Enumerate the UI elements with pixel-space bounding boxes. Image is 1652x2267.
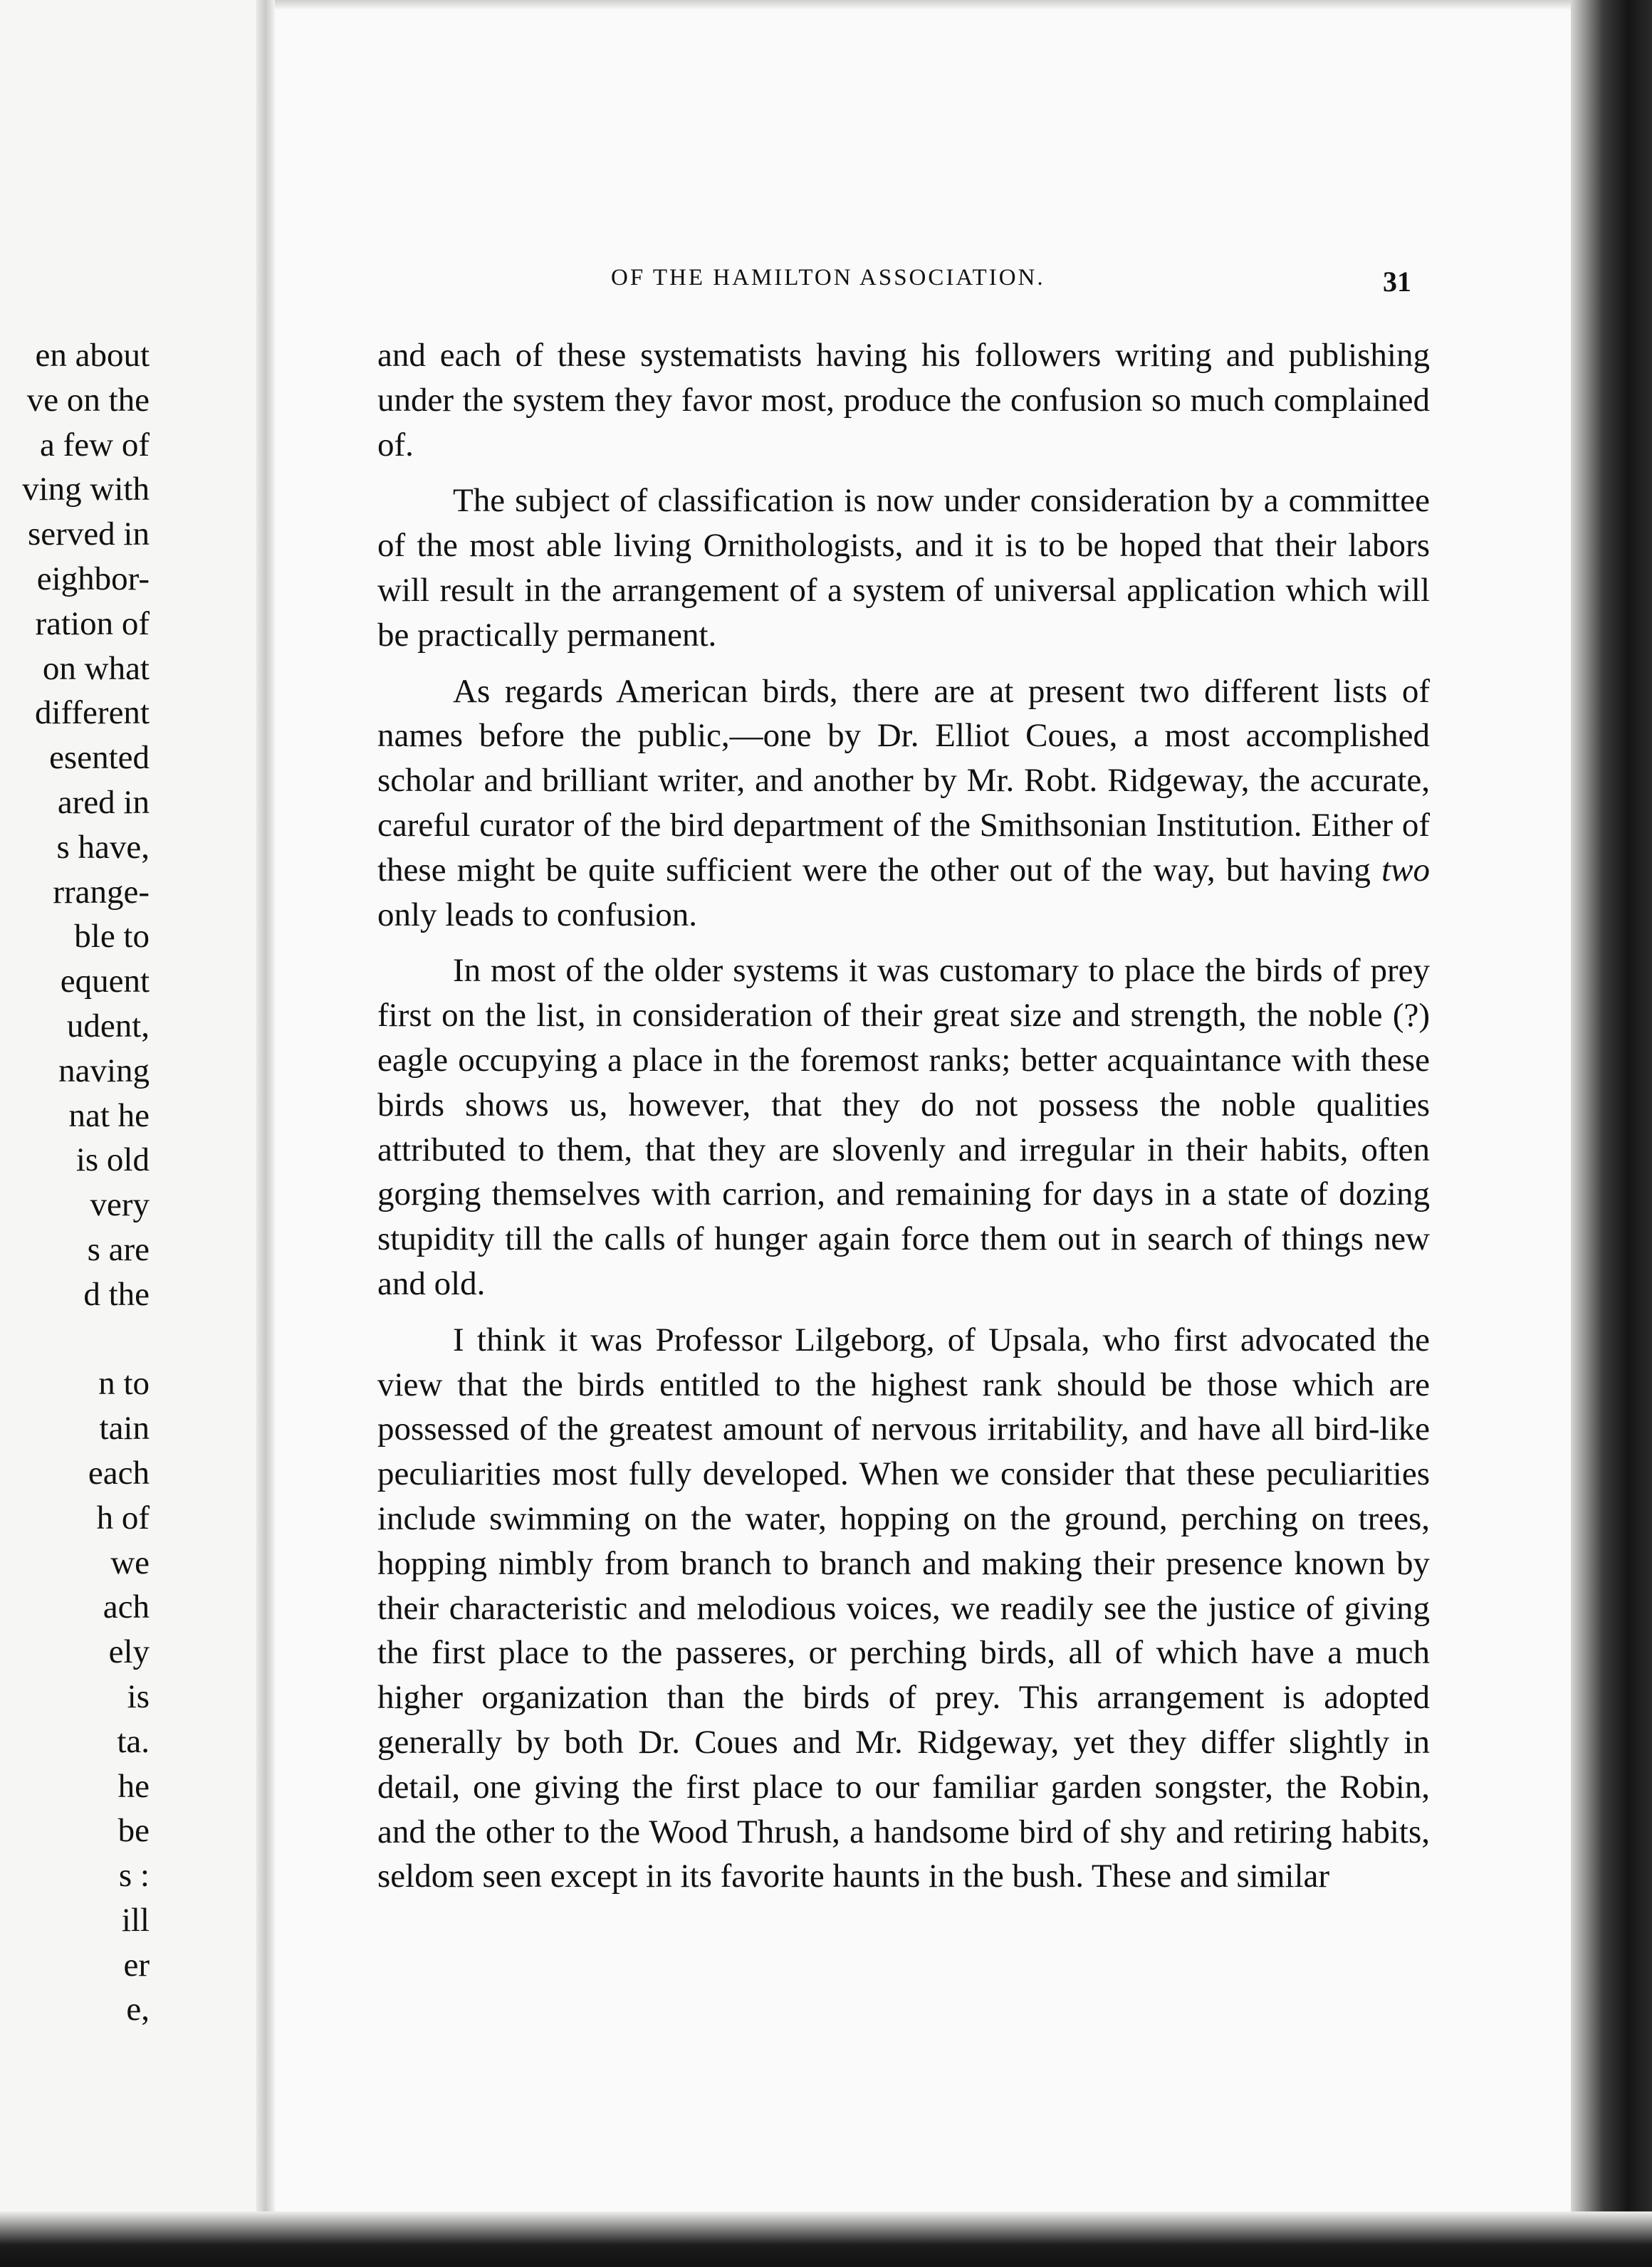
page-bottom-edge-shadow	[0, 2211, 1652, 2267]
left-page-text-fragments	[0, 333, 150, 2032]
paragraph-2: The subject of classification is now under consideration by a committee of the most able living Ornithologists, and it is to be hoped that their labors will result in the arrangement of a system of universal application which will be practically permanent.	[377, 482, 1430, 654]
paragraph-3-emphasis: two	[1381, 851, 1430, 889]
left-fragment-line: s :	[118, 1857, 150, 1895]
running-head: OF THE HAMILTON ASSOCIATION.	[611, 265, 1045, 290]
left-fragment-line: esented	[49, 739, 150, 777]
left-fragment-line: d the	[83, 1275, 150, 1313]
paragraph-4: In most of the older systems it was customary to place the birds of prey first on the list, in consideration of their great size and strength, the noble (?) eagle occupying a place in the foremost ranks; better acquaintance with these birds shows us, however, that they do not possess the noble qualities attributed to them, that they are slovenly and irregular in their habits, often gorging themselves with carrion, and remaining for days in a state of dozing stupidity till the calls of hunger again force them out in search of things new and old.	[377, 952, 1430, 1302]
left-fragment-line: naving	[58, 1052, 150, 1089]
left-fragment-line: be	[117, 1812, 150, 1850]
page-number: 31	[1383, 266, 1411, 298]
left-fragment-line: e,	[126, 1991, 150, 2028]
left-fragment-line: er	[123, 1946, 150, 1984]
left-fragment-line: ble to	[74, 918, 150, 956]
left-fragment-line: en about	[35, 337, 150, 374]
page-right-edge-shadow	[1571, 0, 1652, 2267]
body-text	[377, 333, 1430, 1910]
left-fragment-line: s have,	[56, 828, 150, 866]
page-top-edge	[275, 0, 1571, 10]
left-fragment-line: h of	[96, 1499, 150, 1536]
left-fragment-line: different	[35, 694, 150, 732]
left-page	[0, 0, 268, 2267]
left-fragment-line: is old	[75, 1141, 150, 1179]
left-fragment-line: ely	[108, 1633, 150, 1671]
left-fragment-line: rrange-	[53, 873, 150, 911]
left-fragment-line: ared in	[57, 783, 150, 821]
left-fragment-line: eighbor-	[36, 560, 150, 597]
left-fragment-line: is	[127, 1677, 150, 1715]
left-fragment-line	[0, 1317, 150, 1362]
paragraph-3-text-b: only leads to confusion.	[377, 896, 698, 933]
left-fragment-line: ration of	[35, 604, 150, 642]
left-fragment-line: tain	[99, 1410, 150, 1447]
left-fragment-line: he	[117, 1767, 150, 1805]
left-fragment-line: udent,	[66, 1007, 150, 1045]
paragraph-3-text-a: As regards American birds, there are at present two different lists of names before the public,—one by Dr. Elliot Coues, a most accomplished scholar and brilliant writer, and another by Mr. Robt. Ridgeway, the accurate, careful curator of the bird department of the Smithsonian Institution. Either of these might be quite sufficient were the other out of the way, but having	[377, 672, 1430, 889]
paragraph-1: and each of these systematists having his followers writing and publishing under the system they favor most, produce the confusion so much complained of.	[377, 337, 1430, 464]
left-fragment-line: s are	[87, 1230, 150, 1268]
left-fragment-line: served in	[28, 515, 150, 553]
left-fragment-line: we	[110, 1544, 150, 1581]
left-fragment-line: ve on the	[26, 381, 150, 419]
left-fragment-line: a few of	[40, 426, 150, 464]
left-fragment-line: equent	[60, 963, 150, 1000]
left-fragment-line: each	[88, 1454, 150, 1492]
left-fragment-line: very	[90, 1186, 150, 1224]
left-fragment-line: ta.	[117, 1722, 150, 1760]
left-fragment-line: nat he	[68, 1096, 150, 1134]
left-fragment-line: on what	[42, 649, 150, 687]
left-fragment-line: ach	[103, 1588, 150, 1626]
left-fragment-line: ill	[121, 1901, 150, 1939]
left-fragment-line: n to	[98, 1365, 150, 1403]
paragraph-3	[377, 669, 1430, 938]
paragraph-5: I think it was Professor Lilgeborg, of Upsala, who first advocated the view that the birds entitled to the highest rank should be those which are possessed of the greatest amount of nervous irritability, and have all bird-like peculiarities most fully developed. When we consider that these peculiarities include swimming on the water, hopping on the ground, perching on trees, hopping nimbly from branch to branch and making their presence known by their characteristic and melodious voices, we readily see the justice of giving the first place to the passeres, or perching birds, all of which have a much higher organization than the birds of prey. This arrangement is adopted generally by both Dr. Coues and Mr. Ridgeway, yet they differ slightly in detail, one giving the first place to our familiar garden songster, the Robin, and the other to the Wood Thrush, a handsome bird of shy and retiring habits, seldom seen except in its favorite haunts in the bush. These and similar	[377, 1321, 1430, 1895]
book-gutter	[256, 0, 275, 2267]
left-fragment-line: ving with	[22, 471, 150, 508]
